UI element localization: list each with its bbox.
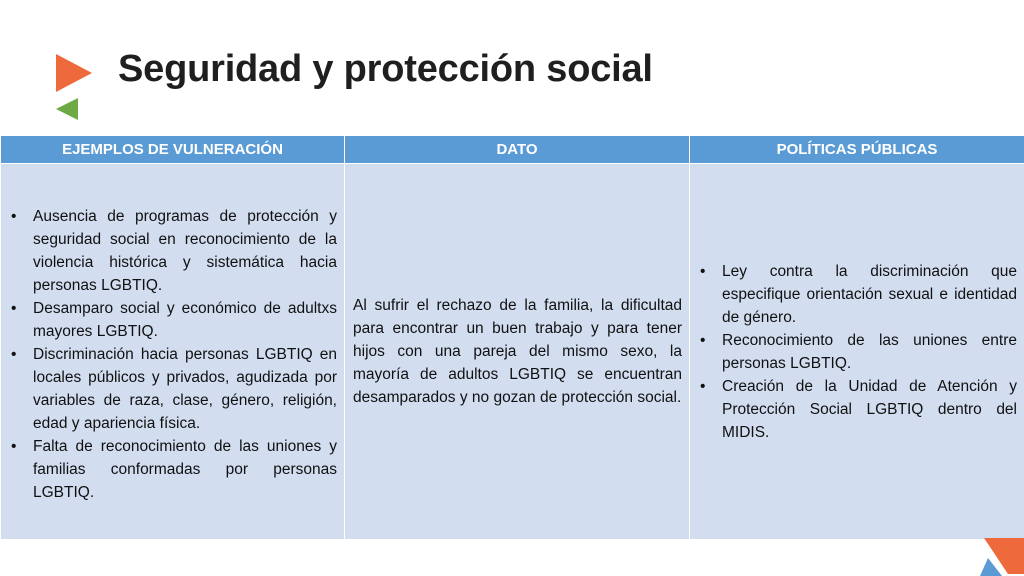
list-item: • Discriminación hacia personas LGBTIQ en locales públicos y privados, agudizada por variables de raza, clase, género, religión, edad y apariencia física. [9, 343, 337, 435]
header-dato: DATO [345, 136, 690, 164]
green-arrow-icon [56, 98, 78, 120]
bullet-icon: • [700, 262, 706, 280]
vulneracion-list [9, 205, 337, 504]
list-item: • Falta de reconocimiento de las uniones y familias conformadas por personas LGBTIQ. [9, 435, 337, 504]
list-item: • Reconocimiento de las uniones entre personas LGBTIQ. [698, 329, 1017, 375]
dato-cell [345, 164, 690, 540]
bullet-icon: • [700, 377, 706, 395]
bullet-icon: • [11, 346, 17, 363]
list-item: • Desamparo social y económico de adultxs mayores LGBTIQ. [9, 297, 337, 343]
bullet-icon: • [700, 331, 706, 349]
table-header-row [1, 136, 1024, 164]
policy-table [0, 135, 1024, 540]
header-vulneracion: EJEMPLOS DE VULNERACIÓN [1, 136, 345, 164]
bullet-icon: • [11, 208, 17, 225]
header-politicas: POLÍTICAS PÚBLICAS [690, 136, 1024, 164]
bullet-icon: • [11, 300, 17, 317]
corner-decoration-icon [980, 536, 1024, 576]
politicas-cell [690, 164, 1024, 540]
bullet-icon: • [11, 438, 17, 455]
politicas-list [698, 260, 1017, 444]
list-item: • Ley contra la discriminación que especifique orientación sexual e identidad de género. [698, 260, 1017, 329]
slide-title: Seguridad y protección social [118, 48, 653, 90]
orange-arrow-icon [56, 54, 92, 92]
table-row [1, 164, 1024, 540]
vulneracion-cell [1, 164, 345, 540]
dato-text: Al sufrir el rechazo de la familia, la dificultad para encontrar un buen trabajo y para tener hijos con una pareja del mismo sexo, la mayoría de adultos LGBTIQ se encuentran desamparados y no gozan de protección social. [353, 297, 682, 406]
list-item: • Creación de la Unidad de Atención y Protección Social LGBTIQ dentro del MIDIS. [698, 375, 1017, 444]
list-item: • Ausencia de programas de protección y seguridad social en reconocimiento de la violencia histórica y sistemática hacia personas LGBTIQ. [9, 205, 337, 297]
